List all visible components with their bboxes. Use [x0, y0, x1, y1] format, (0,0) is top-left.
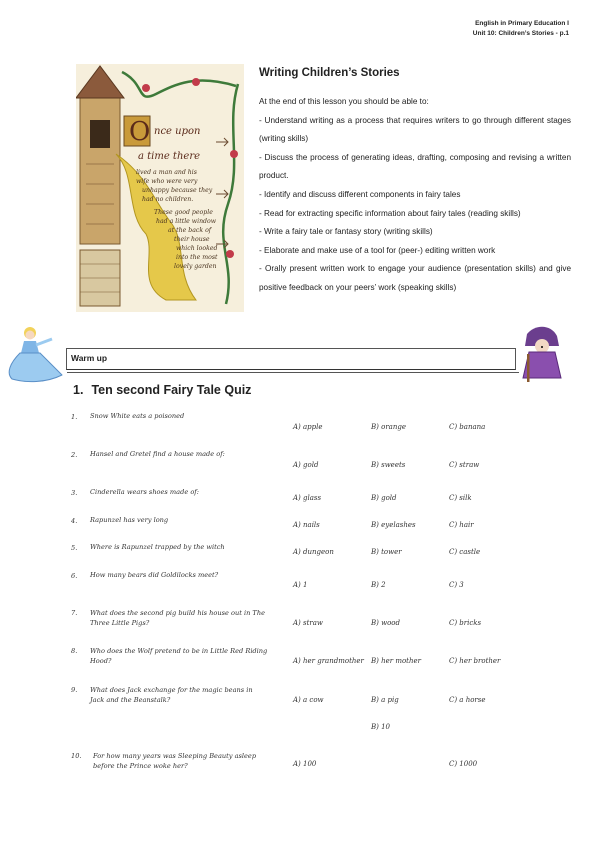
question-number: 8. [71, 647, 78, 655]
objective-item: - Discuss the process of generating ideas, drafting, composing and revising a written product. [259, 152, 571, 181]
answer-option-c[interactable]: C) hair [449, 521, 474, 529]
svg-text:had a little window: had a little window [156, 218, 217, 225]
answer-option-c[interactable]: C) 3 [449, 581, 464, 589]
svg-text:lived a man and his: lived a man and his [136, 169, 197, 176]
svg-text:a time there: a time there [138, 151, 201, 162]
answer-option-c[interactable]: C) a horse [449, 696, 486, 704]
question-text: What does the second pig build his house out in The Three Little Pigs? [90, 609, 265, 627]
question-number: 9. [71, 686, 78, 694]
svg-text:had no children.: had no children. [142, 196, 194, 203]
svg-text:wife who were very: wife who were very [136, 178, 198, 185]
answer-option-b[interactable]: B) a pig [371, 696, 399, 704]
warm-up-bar [66, 348, 516, 370]
svg-text:their house: their house [174, 236, 210, 243]
question-number: 5. [71, 544, 78, 552]
unit-title: Unit 10: Children’s Stories - p.1 [472, 30, 569, 37]
question-number: 1. [71, 413, 78, 421]
page-header [473, 19, 569, 39]
fairy-tale-book-illustration [76, 64, 244, 312]
question-text: Cinderella wears shoes made of: [90, 488, 199, 496]
answer-option-c[interactable]: C) silk [449, 494, 472, 502]
question-text: Rapunzel has very long [90, 516, 169, 524]
question-text: How many bears did Goldilocks meet? [90, 571, 219, 579]
answer-option-a[interactable]: A) her grandmother [293, 657, 364, 665]
answer-option-a[interactable]: A) dungeon [293, 548, 334, 556]
answer-option-a[interactable]: A) straw [293, 619, 323, 627]
question-number: 10. [71, 752, 82, 760]
quiz-title-text: Ten second Fairy Tale Quiz [91, 383, 252, 397]
answer-option-extra[interactable]: B) 10 [371, 723, 391, 731]
answer-option-b[interactable]: B) orange [371, 423, 406, 431]
question-text: Snow White eats a poisoned [90, 412, 185, 420]
answer-option-b[interactable]: B) eyelashes [371, 521, 416, 529]
question-number: 3. [71, 489, 78, 497]
question-text: Who does the Wolf pretend to be in Little Red Riding Hood? [90, 647, 268, 665]
answer-option-a[interactable]: A) nails [293, 521, 320, 529]
objective-item: - Elaborate and make use of a tool for (peer-) editing written work [259, 245, 496, 255]
learning-objectives [259, 93, 571, 298]
svg-text:nce upon: nce upon [154, 126, 201, 137]
question-number: 4. [71, 517, 78, 525]
answer-option-c[interactable]: C) bricks [449, 619, 482, 627]
answer-option-a[interactable]: A) apple [293, 423, 323, 431]
question-text: For how many years was Sleeping Beauty asleep before the Prince woke her? [93, 752, 257, 770]
quiz-title [73, 383, 251, 397]
question-text: Hansel and Gretel find a house made of: [90, 450, 225, 458]
answer-option-c[interactable]: C) castle [449, 548, 481, 556]
svg-text:These good people: These good people [154, 209, 213, 216]
svg-text:lovely garden: lovely garden [174, 263, 217, 270]
answer-option-b[interactable]: B) 2 [371, 581, 386, 589]
answer-option-c[interactable]: C) banana [449, 423, 486, 431]
svg-text:at the back of: at the back of [168, 227, 212, 234]
answer-option-c[interactable]: C) her brother [449, 657, 501, 665]
answer-option-c[interactable]: C) straw [449, 461, 480, 469]
answer-option-a[interactable]: A) 1 [293, 581, 308, 589]
answer-option-b[interactable]: B) her mother [371, 657, 421, 665]
objective-item: - Identify and discuss different components in fairy tales [259, 189, 461, 199]
answer-option-b[interactable]: B) wood [371, 619, 401, 627]
svg-text:O: O [129, 117, 151, 147]
objective-item: - Orally present written work to engage your audience (presentation skills) and give positive feedback on your peers’ work (speaking skills) [259, 264, 571, 292]
svg-text:into the most: into the most [176, 254, 218, 261]
answer-option-a[interactable]: A) glass [293, 494, 322, 502]
quiz-number: 1. [73, 383, 84, 397]
answer-option-a[interactable]: A) a cow [293, 696, 324, 704]
section-title: Writing Children’s Stories [259, 67, 400, 79]
question-text: What does Jack exchange for the magic beans in Jack and the Beanstalk? [90, 686, 253, 704]
cinderella-icon [6, 323, 64, 383]
objectives-intro: At the end of this lesson you should be able to: [259, 97, 429, 106]
question-number: 2. [71, 451, 78, 459]
answer-option-b[interactable]: B) sweets [371, 461, 406, 469]
bar-divider [67, 372, 519, 373]
answer-option-a[interactable]: A) gold [293, 461, 319, 469]
objective-item: - Understand writing as a process that requires writers to go through different stages (writing skills) [259, 115, 571, 144]
question-number: 6. [71, 572, 78, 580]
course-title: English in Primary Education I [475, 20, 569, 27]
question-text: Where is Rapunzel trapped by the witch [90, 543, 225, 551]
answer-option-b[interactable]: B) gold [371, 494, 397, 502]
question-number: 7. [71, 609, 78, 617]
objective-item: - Read for extracting specific information about fairy tales (reading skills) [259, 208, 521, 218]
svg-text:which looked: which looked [176, 245, 218, 252]
witch-icon [517, 324, 567, 384]
answer-option-b[interactable]: B) tower [371, 548, 402, 556]
svg-text:unhappy because they: unhappy because they [142, 187, 213, 194]
warm-up-label: Warm up [71, 353, 108, 363]
answer-option-a[interactable]: A) 100 [293, 760, 317, 768]
answer-option-c[interactable]: C) 1000 [449, 760, 478, 768]
objective-item: - Write a fairy tale or fantasy story (writing skills) [259, 227, 433, 237]
